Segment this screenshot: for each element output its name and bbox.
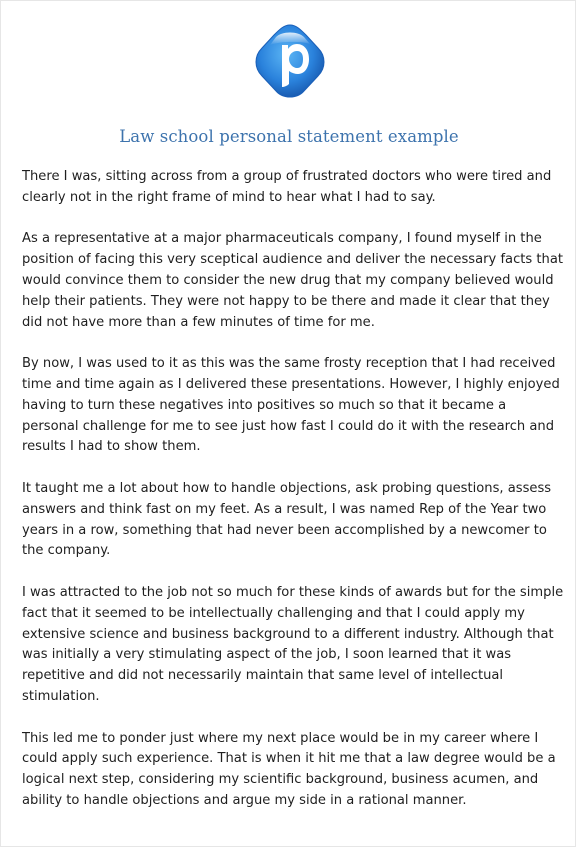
paragraph: As a representative at a major pharmaceuticals company, I found myself in the position of facing this very sceptical audience and deliver the necessary facts that would convince them to consider the new drug that my company believed would help their patients. They were not happy to be there and made it clear that they did not have more than a few minutes of time for me. <box>22 231 563 330</box>
page-title: Law school personal statement example <box>119 127 459 146</box>
paragraph: I was attracted to the job not so much for these kinds of awards but for the simple fact that it seemed to be intellectually challenging and that I could apply my extensive science and business background to a different industry. Although that was initially a very stimulating aspect of the job, I soon learned that it was repetitive and did not necessarily maintain that same level of intellectual stimulation. <box>22 584 564 704</box>
statement-body <box>22 167 564 833</box>
p-logo-icon <box>252 21 328 105</box>
paragraph: By now, I was used to it as this was the same frosty reception that I had received time and time again as I delivered these presentations. However, I highly enjoyed having to turn these negatives into positives so much so that it became a personal challenge for me to see just how fast I could do it with the research and results I had to show them. <box>22 356 560 455</box>
paragraph: It taught me a lot about how to handle objections, ask probing questions, assess answers and think fast on my feet. As a result, I was named Rep of the Year two years in a row, something that had never been accomplished by a newcomer to the company. <box>22 480 552 559</box>
paragraph: This led me to ponder just where my next place would be in my career where I could apply such experience. That is when it hit me that a law degree would be a logical next step, considering my scientific background, business acumen, and ability to handle objections and argue my side in a rational manner. <box>22 730 556 808</box>
paragraph: There I was, sitting across from a group of frustrated doctors who were tired and clearly not in the right frame of mind to hear what I had to say. <box>22 169 552 205</box>
